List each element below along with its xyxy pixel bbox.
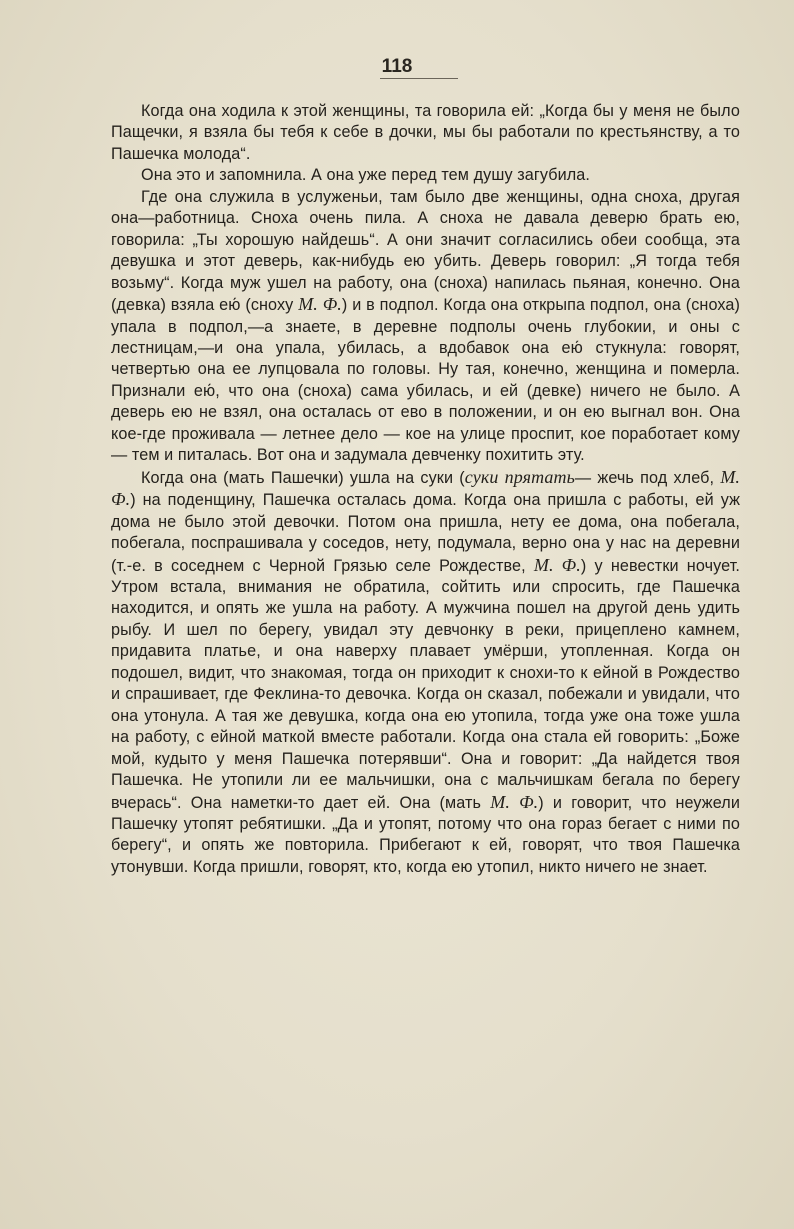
italic-run: суки прятать bbox=[464, 466, 575, 487]
text-run: ) у невестки ночует. Утром встала, внимания не обратила, сойтить или спросить, где Пашечка находится, и опять же ушла на работу. А мужчина пошел на другой день удить рыбу. И шел по берегу, увидал эту девчонку в реки, прицеплено камнем, придавита платье, и она наверху плавает умёрши, утопленная. Когда он подошел, видит, что знакомая, тогда он приходит к снохи-то к ейной в Рождество и спрашивает, где Феклина-то девочка. Когда он сказал, побежали и увидали, что она утонула. А тая же девушка, когда она ею утопила, тогда уже она тоже ушла на работу, с ейной маткой вместе работали. Когда она стала ей говорить: „Боже мой, кудыто у меня Пашечка потерявши“. Она и говорит: „Да найдется твоя Пашечка. Не утопили ли ее мальчишки, она с мальчишкам бегала по берегу вчерась“. Она наметки-то дает ей. Она (мать bbox=[111, 556, 741, 812]
text-run: ) и в подпол. Когда она открыпа подпол, она (сноха) упала в подпол,—а знаете, в деревне подполы очень глубокии, и оны с лестницам,—и она упала, убилась, а вдобавок она ею́ стукнула: говорят, четвертью она ее лупцовала по головы. Ну тая, конечно, женщина и померла. Признали ею́, что она (сноха) сама убилась, и ей (девке) ничего не было. А деверь ею не взял, она осталась от ево в положении, и он ею выгнал вон. Она кое-где проживала — летнее дело — кое на улице проспит, кое поработает кому — тем и питалась. Вот она и задумала девченку похитить эту. bbox=[111, 296, 740, 465]
italic-run: М. Ф. bbox=[111, 466, 741, 510]
italic-run: М. Ф. bbox=[533, 554, 581, 575]
italic-run: М. Ф. bbox=[490, 791, 539, 812]
body-text bbox=[111, 101, 740, 878]
italic-run: М. Ф. bbox=[298, 294, 342, 315]
paragraph bbox=[111, 165, 740, 186]
page-number: 118 bbox=[381, 56, 413, 77]
text-run: ) на поденщину, Пашечка осталась дома. Когда она пришла с работы, ей уж дома не было этой девочки. Потом она пришла, нету ее дома, она побегала, побегала, поспрашивала у соседов, нету, подумала, верно она у нас на деревни (т.-е. в соседнем с Черной Грязью селе Рождестве, bbox=[111, 491, 740, 575]
paragraph bbox=[111, 101, 740, 165]
text-run: Когда она ходила к этой женщины, та говорила ей: „Когда бы у меня не было Пащечки, я взяла бы тебя к себе в дочки, мы бы работали по крестьянству, а то Пашечка молода“. bbox=[111, 102, 740, 163]
text-run: ) и говорит, что неужели Пашечку утопят ребятишки. „Да и утопят, потому что она гораз бегает с ними по берегу“, и опять же повторила. Прибегают к ей, говорят, что твоя Пашечка утонувши. Когда пришли, говорят, кто, когда ею утопил, никто ничего не знает. bbox=[111, 793, 740, 876]
text-run: — жечь под хлеб, bbox=[574, 468, 721, 487]
text-run: Она это и запомнила. А она уже перед тем душу загубила. bbox=[141, 166, 590, 185]
text-run: Где она служила в услуженьи, там было две женщины, одна сноха, другая она—работница. Сноха очень пила. А сноха не давала деверю брать ею, говорила: „Ты хорошую найдешь“. А они значит согласились обеи сообща, эта девушка и этот деверь, как-нибудь ею убить. Деверь говорил: „Я тогда тебя возьму“. Когда муж ушел на работу, она (сноха) напилась пьяная, конечно. Она (девка) взяла ею́ (сноху bbox=[111, 187, 740, 315]
text-run: Когда она (мать Пашечки) ушла на суки ( bbox=[141, 468, 465, 487]
paragraph bbox=[111, 187, 740, 467]
paragraph bbox=[111, 467, 740, 879]
page-number-rule bbox=[380, 78, 458, 79]
